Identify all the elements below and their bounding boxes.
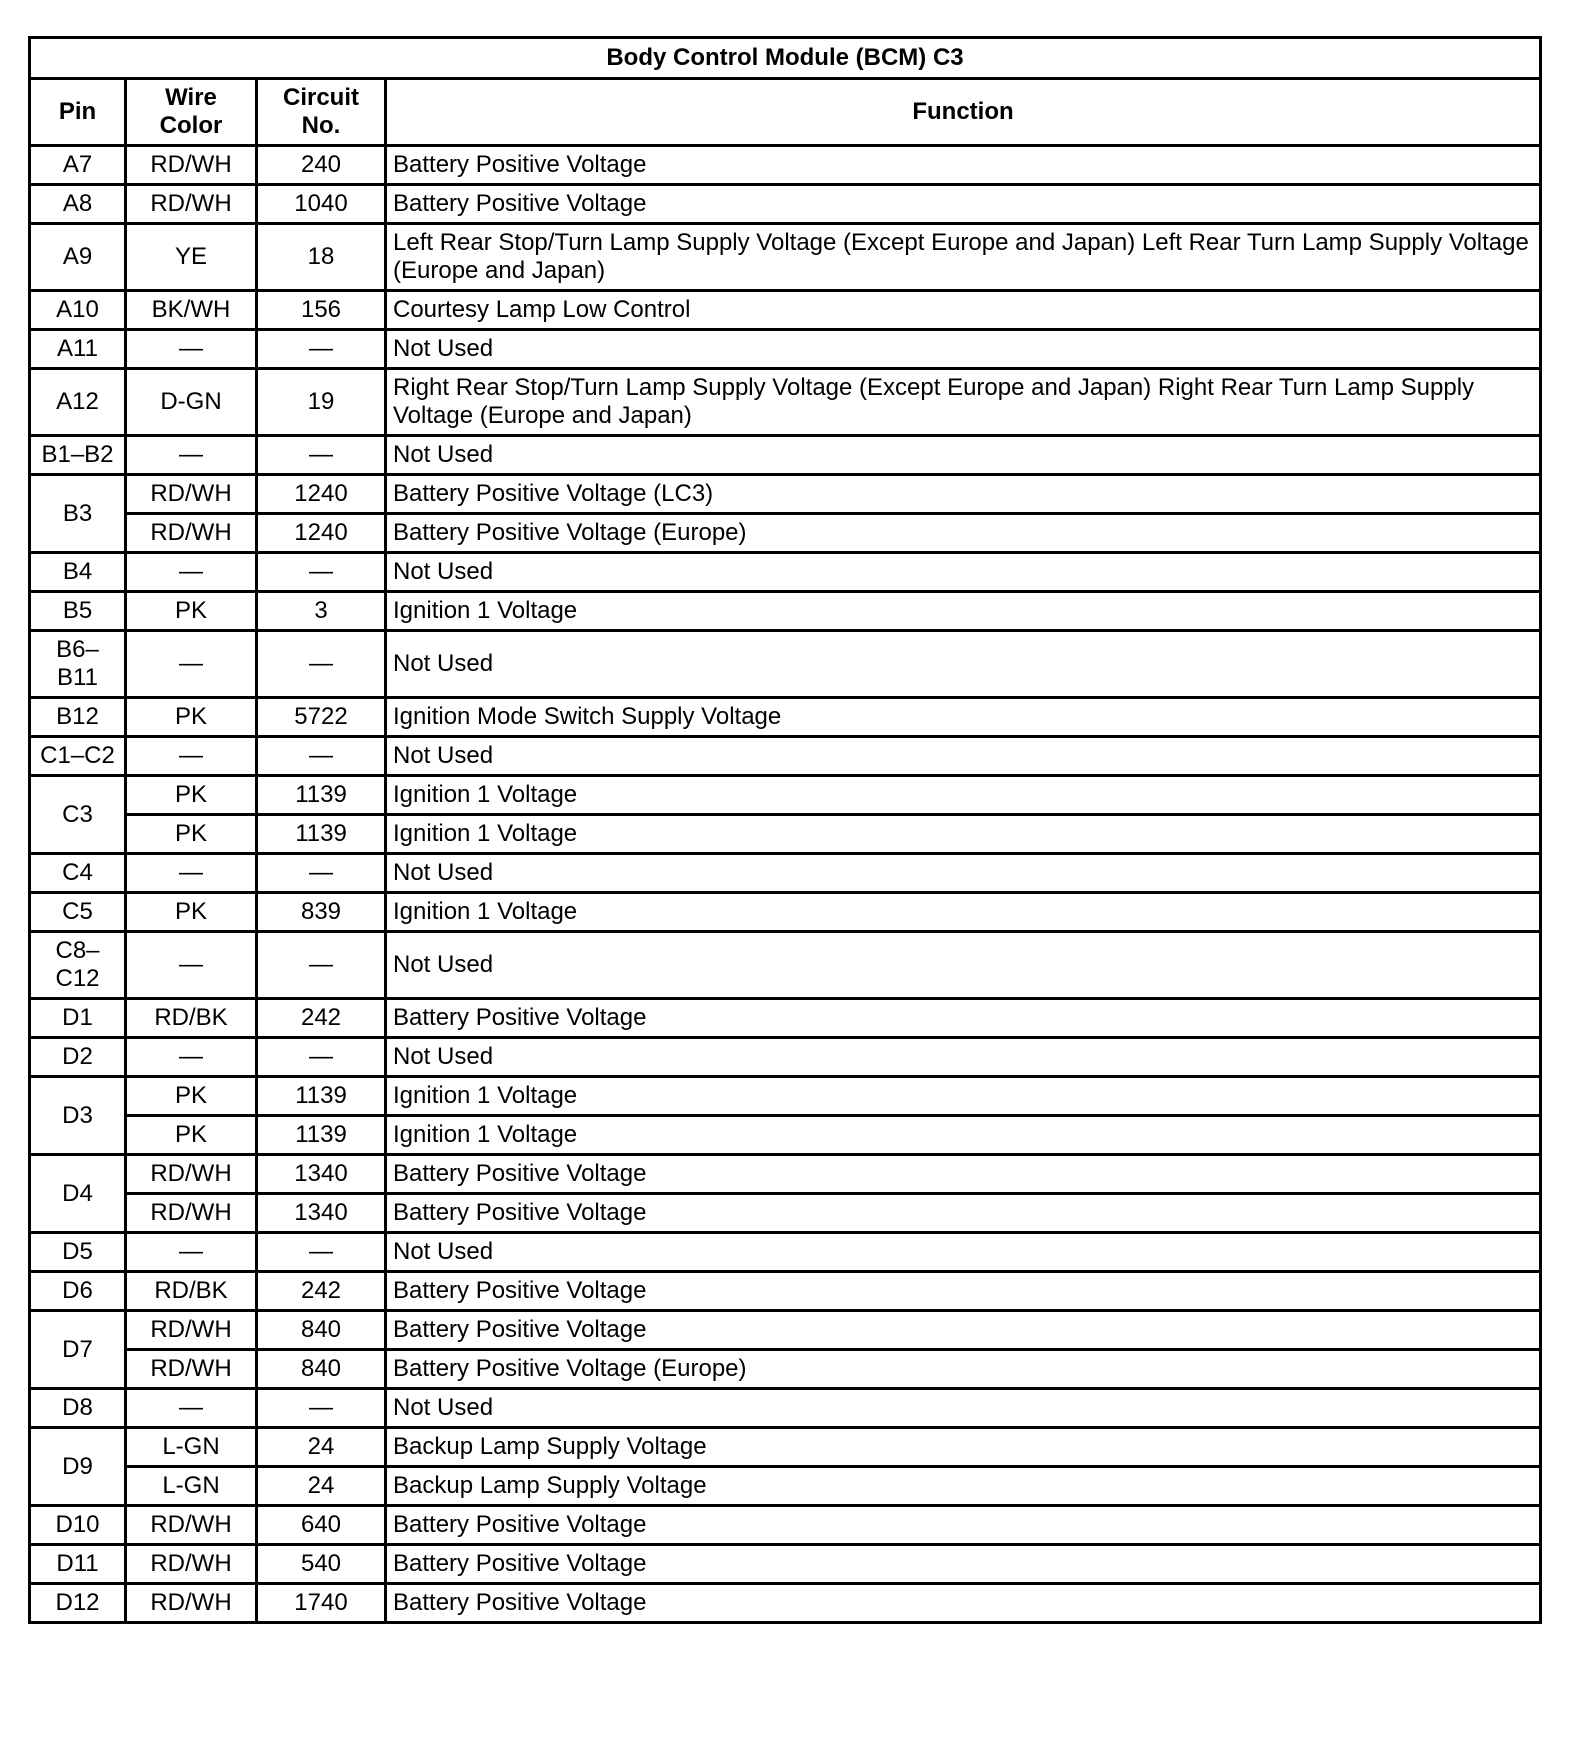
table-row — [30, 893, 1541, 932]
header-circuit-no: Circuit No. — [257, 79, 386, 146]
function-cell: Ignition 1 Voltage — [386, 1116, 1541, 1155]
function-cell: Right Rear Stop/Turn Lamp Supply Voltage (Except Europe and Japan) Right Rear Turn Lamp Supply Voltage (Europe and Japan) — [386, 369, 1541, 436]
circuit-cell: 242 — [257, 999, 386, 1038]
table-row — [30, 553, 1541, 592]
pin-cell: D10 — [30, 1506, 126, 1545]
circuit-cell: — — [257, 330, 386, 369]
function-cell: Battery Positive Voltage — [386, 1584, 1541, 1623]
table-row — [30, 999, 1541, 1038]
wire-color-cell: L-GN — [126, 1467, 257, 1506]
table-row — [30, 854, 1541, 893]
function-cell: Battery Positive Voltage — [386, 1506, 1541, 1545]
pin-cell: D2 — [30, 1038, 126, 1077]
pin-cell: A12 — [30, 369, 126, 436]
wire-color-cell: — — [126, 436, 257, 475]
function-cell: Not Used — [386, 737, 1541, 776]
function-cell: Not Used — [386, 1233, 1541, 1272]
circuit-cell: 840 — [257, 1311, 386, 1350]
circuit-cell: — — [257, 1233, 386, 1272]
pin-cell: D4 — [30, 1155, 126, 1233]
circuit-cell: 840 — [257, 1350, 386, 1389]
pin-cell: C5 — [30, 893, 126, 932]
circuit-cell: 242 — [257, 1272, 386, 1311]
function-cell: Ignition 1 Voltage — [386, 815, 1541, 854]
circuit-cell: 24 — [257, 1428, 386, 1467]
circuit-cell: 18 — [257, 224, 386, 291]
table-row — [30, 1584, 1541, 1623]
pin-cell: D12 — [30, 1584, 126, 1623]
table-row — [30, 436, 1541, 475]
pin-cell: A11 — [30, 330, 126, 369]
function-cell: Not Used — [386, 854, 1541, 893]
table-row — [30, 1467, 1541, 1506]
wire-color-cell: RD/WH — [126, 1311, 257, 1350]
wire-color-cell: YE — [126, 224, 257, 291]
circuit-cell: — — [257, 1389, 386, 1428]
wire-color-cell: PK — [126, 1077, 257, 1116]
wire-color-cell: RD/BK — [126, 1272, 257, 1311]
pin-cell: B3 — [30, 475, 126, 553]
table-row — [30, 1038, 1541, 1077]
pin-cell: A7 — [30, 146, 126, 185]
table-row — [30, 514, 1541, 553]
circuit-cell: — — [257, 631, 386, 698]
wire-color-cell: — — [126, 737, 257, 776]
wire-color-cell: — — [126, 330, 257, 369]
table-row — [30, 815, 1541, 854]
function-cell: Not Used — [386, 436, 1541, 475]
pin-cell: B5 — [30, 592, 126, 631]
table-row — [30, 737, 1541, 776]
function-cell: Battery Positive Voltage — [386, 146, 1541, 185]
table-row — [30, 631, 1541, 698]
wire-color-cell: RD/WH — [126, 185, 257, 224]
circuit-cell: — — [257, 1038, 386, 1077]
table-row — [30, 1194, 1541, 1233]
function-cell: Courtesy Lamp Low Control — [386, 291, 1541, 330]
function-cell: Not Used — [386, 1389, 1541, 1428]
header-wire-color: Wire Color — [126, 79, 257, 146]
table-row — [30, 475, 1541, 514]
function-cell: Not Used — [386, 631, 1541, 698]
table-row — [30, 1428, 1541, 1467]
wire-color-cell: PK — [126, 592, 257, 631]
table-row — [30, 291, 1541, 330]
connector-pin-table — [28, 36, 1542, 1624]
function-cell: Battery Positive Voltage — [386, 185, 1541, 224]
table-row — [30, 1272, 1541, 1311]
pin-cell: D3 — [30, 1077, 126, 1155]
table-row — [30, 1506, 1541, 1545]
function-cell: Ignition 1 Voltage — [386, 1077, 1541, 1116]
pin-cell: D9 — [30, 1428, 126, 1506]
pin-cell: D5 — [30, 1233, 126, 1272]
pin-cell: A8 — [30, 185, 126, 224]
function-cell: Battery Positive Voltage (Europe) — [386, 1350, 1541, 1389]
circuit-cell: 1240 — [257, 514, 386, 553]
header-function: Function — [386, 79, 1541, 146]
table-row — [30, 1155, 1541, 1194]
circuit-cell: 1040 — [257, 185, 386, 224]
circuit-cell: 1139 — [257, 776, 386, 815]
function-cell: Not Used — [386, 932, 1541, 999]
pin-cell: D1 — [30, 999, 126, 1038]
pin-cell: B12 — [30, 698, 126, 737]
pin-cell: C4 — [30, 854, 126, 893]
function-cell: Ignition Mode Switch Supply Voltage — [386, 698, 1541, 737]
function-cell: Ignition 1 Voltage — [386, 592, 1541, 631]
circuit-cell: 19 — [257, 369, 386, 436]
wire-color-cell: — — [126, 932, 257, 999]
pin-cell: D6 — [30, 1272, 126, 1311]
function-cell: Battery Positive Voltage — [386, 1194, 1541, 1233]
circuit-cell: 1139 — [257, 1116, 386, 1155]
wire-color-cell: — — [126, 854, 257, 893]
function-cell: Battery Positive Voltage — [386, 1155, 1541, 1194]
circuit-cell: 1240 — [257, 475, 386, 514]
pin-cell: B6– B11 — [30, 631, 126, 698]
wire-color-cell: RD/WH — [126, 1506, 257, 1545]
pin-cell: C1–C2 — [30, 737, 126, 776]
circuit-cell: 1340 — [257, 1155, 386, 1194]
wire-color-cell: — — [126, 1038, 257, 1077]
table-row — [30, 932, 1541, 999]
table-row — [30, 224, 1541, 291]
circuit-cell: 839 — [257, 893, 386, 932]
function-cell: Ignition 1 Voltage — [386, 893, 1541, 932]
wire-color-cell: RD/WH — [126, 1194, 257, 1233]
wire-color-cell: L-GN — [126, 1428, 257, 1467]
table-row — [30, 1116, 1541, 1155]
wire-color-cell: — — [126, 553, 257, 592]
wire-color-cell: — — [126, 1233, 257, 1272]
circuit-cell: — — [257, 932, 386, 999]
table-row — [30, 776, 1541, 815]
pin-cell: D7 — [30, 1311, 126, 1389]
table-row — [30, 330, 1541, 369]
wire-color-cell: PK — [126, 776, 257, 815]
circuit-cell: — — [257, 854, 386, 893]
wire-color-cell: RD/BK — [126, 999, 257, 1038]
function-cell: Battery Positive Voltage — [386, 999, 1541, 1038]
wire-color-cell: RD/WH — [126, 514, 257, 553]
table-row — [30, 1350, 1541, 1389]
table-row — [30, 146, 1541, 185]
table-row — [30, 369, 1541, 436]
circuit-cell: 5722 — [257, 698, 386, 737]
function-cell: Left Rear Stop/Turn Lamp Supply Voltage (Except Europe and Japan) Left Rear Turn Lamp Supply Voltage (Europe and Japan) — [386, 224, 1541, 291]
wire-color-cell: — — [126, 1389, 257, 1428]
circuit-cell: — — [257, 436, 386, 475]
pin-cell: A9 — [30, 224, 126, 291]
function-cell: Battery Positive Voltage — [386, 1545, 1541, 1584]
table-row — [30, 698, 1541, 737]
pin-cell: B1–B2 — [30, 436, 126, 475]
wire-color-cell: RD/WH — [126, 1350, 257, 1389]
table-row — [30, 1389, 1541, 1428]
function-cell: Not Used — [386, 330, 1541, 369]
table-row — [30, 185, 1541, 224]
wire-color-cell: RD/WH — [126, 1155, 257, 1194]
table-row — [30, 1311, 1541, 1350]
circuit-cell: 640 — [257, 1506, 386, 1545]
wire-color-cell: RD/WH — [126, 475, 257, 514]
wire-color-cell: D-GN — [126, 369, 257, 436]
circuit-cell: — — [257, 737, 386, 776]
wire-color-cell: PK — [126, 893, 257, 932]
table-row — [30, 1233, 1541, 1272]
wire-color-cell: RD/WH — [126, 1584, 257, 1623]
circuit-cell: 240 — [257, 146, 386, 185]
pin-cell: B4 — [30, 553, 126, 592]
function-cell: Battery Positive Voltage (Europe) — [386, 514, 1541, 553]
circuit-cell: 1139 — [257, 815, 386, 854]
wire-color-cell: PK — [126, 815, 257, 854]
function-cell: Battery Positive Voltage — [386, 1311, 1541, 1350]
circuit-cell: 1740 — [257, 1584, 386, 1623]
pin-cell: D8 — [30, 1389, 126, 1428]
function-cell: Not Used — [386, 1038, 1541, 1077]
table-body — [30, 146, 1541, 1623]
wire-color-cell: PK — [126, 698, 257, 737]
function-cell: Not Used — [386, 553, 1541, 592]
wire-color-cell: RD/WH — [126, 1545, 257, 1584]
circuit-cell: 156 — [257, 291, 386, 330]
pin-cell: C8– C12 — [30, 932, 126, 999]
function-cell: Battery Positive Voltage — [386, 1272, 1541, 1311]
wire-color-cell: RD/WH — [126, 146, 257, 185]
function-cell: Ignition 1 Voltage — [386, 776, 1541, 815]
circuit-cell: 3 — [257, 592, 386, 631]
wire-color-cell: PK — [126, 1116, 257, 1155]
function-cell: Battery Positive Voltage (LC3) — [386, 475, 1541, 514]
table-row — [30, 1077, 1541, 1116]
table-row — [30, 592, 1541, 631]
wire-color-cell: BK/WH — [126, 291, 257, 330]
function-cell: Backup Lamp Supply Voltage — [386, 1428, 1541, 1467]
circuit-cell: 1340 — [257, 1194, 386, 1233]
pin-cell: D11 — [30, 1545, 126, 1584]
circuit-cell: 24 — [257, 1467, 386, 1506]
table-row — [30, 1545, 1541, 1584]
wire-color-cell: — — [126, 631, 257, 698]
pin-cell: A10 — [30, 291, 126, 330]
table-title: Body Control Module (BCM) C3 — [30, 38, 1541, 79]
pin-cell: C3 — [30, 776, 126, 854]
circuit-cell: 1139 — [257, 1077, 386, 1116]
function-cell: Backup Lamp Supply Voltage — [386, 1467, 1541, 1506]
circuit-cell: 540 — [257, 1545, 386, 1584]
circuit-cell: — — [257, 553, 386, 592]
header-pin: Pin — [30, 79, 126, 146]
